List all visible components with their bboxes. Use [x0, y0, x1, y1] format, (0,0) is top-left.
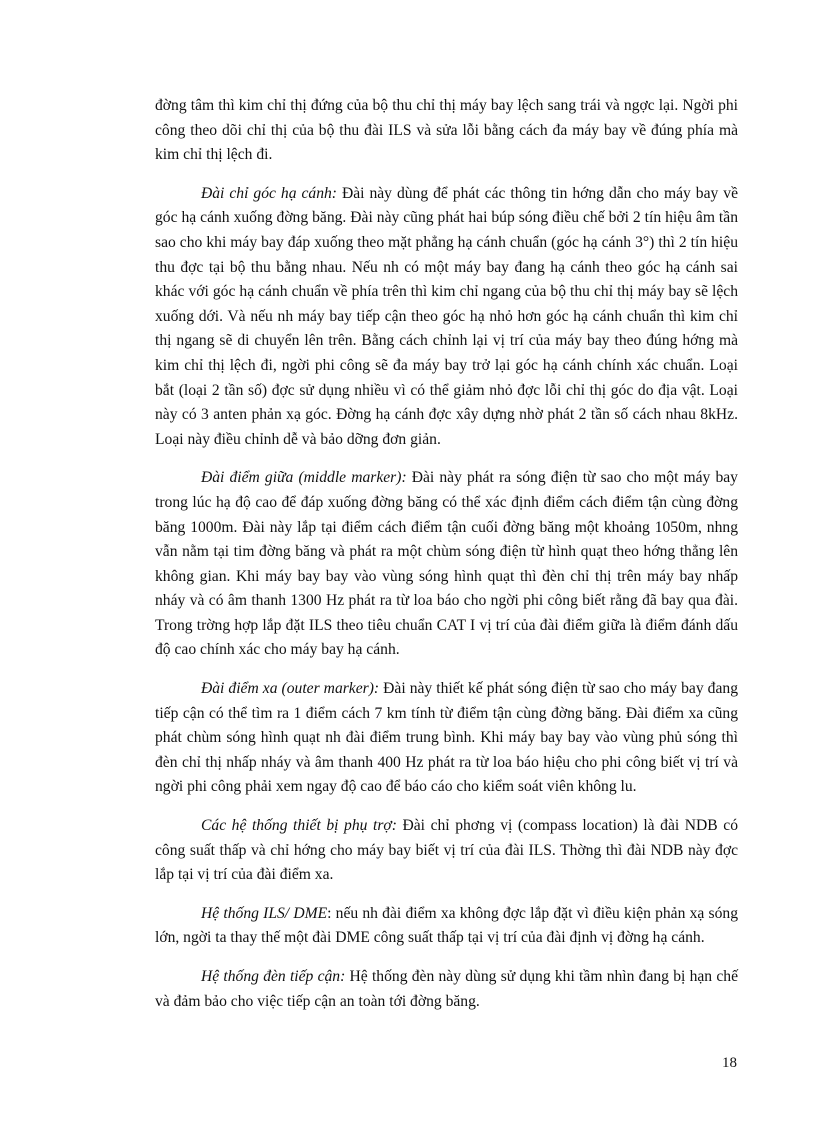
paragraph-text: Đài này dùng để phát các thông tin hớng dẫn cho máy bay về góc hạ cánh xuống đờng băng. Đài này cũng phát hai búp sóng điều chế bởi 2 tín hiệu âm tần sao cho khi máy bay đáp xuống theo mặt phẳng hạ cánh chuẩn (góc hạ cánh 3°) thì 2 tín hiệu thu đợc tại bộ thu bằng nhau. Nếu nh có một máy bay đang hạ cánh theo góc hạ cánh sai khác với góc hạ cánh chuẩn về phía trên thì kim chỉ ngang của bộ thu chỉ thị máy bay sẽ lệch xuống dới. Và nếu nh máy bay tiếp cận theo góc hạ nhỏ hơn góc hạ cánh chuẩn thì kim chỉ thị ngang sẽ di chuyển lên trên. Bằng cách chỉnh lại vị trí của máy bay theo đúng hớng mà kim chỉ thị lệch đi, ngời phi công sẽ đa máy bay trở lại góc hạ cánh chính xác chuẩn. Loại bắt (loại 2 tần số) đợc sử dụng nhiều vì có thể giảm nhỏ đợc lỗi chỉ thị góc do địa vật. Loại này có 3 anten phản xạ góc. Đờng hạ cánh đợc xây dựng nhờ phát 2 tần số cách nhau 8kHz. Loại này điều chỉnh dễ và bảo dỡng đơn giản. — [155, 184, 738, 448]
paragraph-text: đờng tâm thì kim chỉ thị đứng của bộ thu chỉ thị máy bay lệch sang trái và ngợc lại. Ngời phi công theo dõi chỉ thị của bộ thu đài ILS và sửa lỗi bằng cách đa máy bay về đúng phía mà kim chỉ thị lệch đi. — [155, 97, 738, 164]
paragraph-lead: Các hệ thống thiết bị phụ trợ: — [201, 817, 397, 835]
paragraph-outer-marker — [155, 677, 738, 800]
paragraph-lead: Đài điểm giữa (middle marker): — [201, 469, 407, 487]
paragraph-text: Đài này phát ra sóng điện từ sao cho một máy bay trong lúc hạ độ cao để đáp xuống đờng băng có thể xác định điểm cách điểm tận cùng đờng băng 1000m. Đài này lắp tại điểm cách điểm tận cuối đờng băng một khoảng 1050m, nhng vẫn nằm tại tim đờng băng và phát ra một chùm sóng điện từ hình quạt theo hớng thẳng lên không gian. Khi máy bay bay vào vùng sóng hình quạt thì đèn chỉ thị trên máy bay nhấp nháy và có âm thanh 1300 Hz phát ra từ loa báo cho ngời phi công biết rằng đã bay qua đài. Trong trờng hợp lắp đặt ILS theo tiêu chuẩn CAT I vị trí của đài điểm giữa là điểm đánh dấu độ cao chính xác cho máy bay hạ cánh. — [155, 469, 738, 659]
paragraph-middle-marker — [155, 466, 738, 663]
paragraph-text: : nếu nh đài điểm xa không đợc lắp đặt vì điều kiện phản xạ sóng lớn, ngời ta thay thế một đài DME công suất thấp tại vị trí của đài định vị đờng hạ cánh. — [155, 904, 739, 947]
paragraph-lead: Hệ thống ILS/ DME — [201, 904, 328, 922]
paragraph-lead: Đài chỉ góc hạ cánh: — [201, 184, 337, 202]
page-number: 18 — [722, 1055, 737, 1071]
paragraph-text: Hệ thống đèn này dùng sử dụng khi tầm nhìn đang bị hạn chế và đảm bảo cho việc tiếp cận an toàn tới đờng băng. — [155, 968, 738, 1010]
paragraph-ils-dme — [155, 902, 738, 951]
paragraph-auxiliary-systems — [155, 814, 738, 888]
paragraph-ils-continuation — [155, 94, 738, 168]
paragraph-lead: Hệ thống đèn tiếp cận: — [201, 968, 346, 985]
paragraph-lead: Đài điểm xa (outer marker): — [201, 680, 380, 698]
paragraph-glide-slope — [155, 182, 738, 453]
paragraph-text: Đài chỉ phơng vị (compass location) là đài NDB có công suất thấp và chỉ hớng cho máy bay biết vị trí của đài ILS. Thờng thì đài NDB này đợc lắp tại vị trí của đài điểm xa. — [155, 817, 738, 884]
paragraph-approach-lights — [155, 965, 738, 1014]
paragraph-text: Đài này thiết kế phát sóng điện từ sao cho máy bay đang tiếp cận có thể tìm ra 1 điểm cách 7 km tính từ điểm tận cùng đờng băng. Đài điểm xa cũng phát chùm sóng hình quạt nh đài điểm trung bình. Khi máy bay bay vào vùng phủ sóng thì đèn chỉ thị nhấp nháy và âm thanh 400 Hz phát ra từ loa báo hiệu cho phi công biết vị trí và ngời phi công phải xem ngay độ cao để báo cáo cho kiểm soát viên không lu. — [155, 680, 738, 796]
